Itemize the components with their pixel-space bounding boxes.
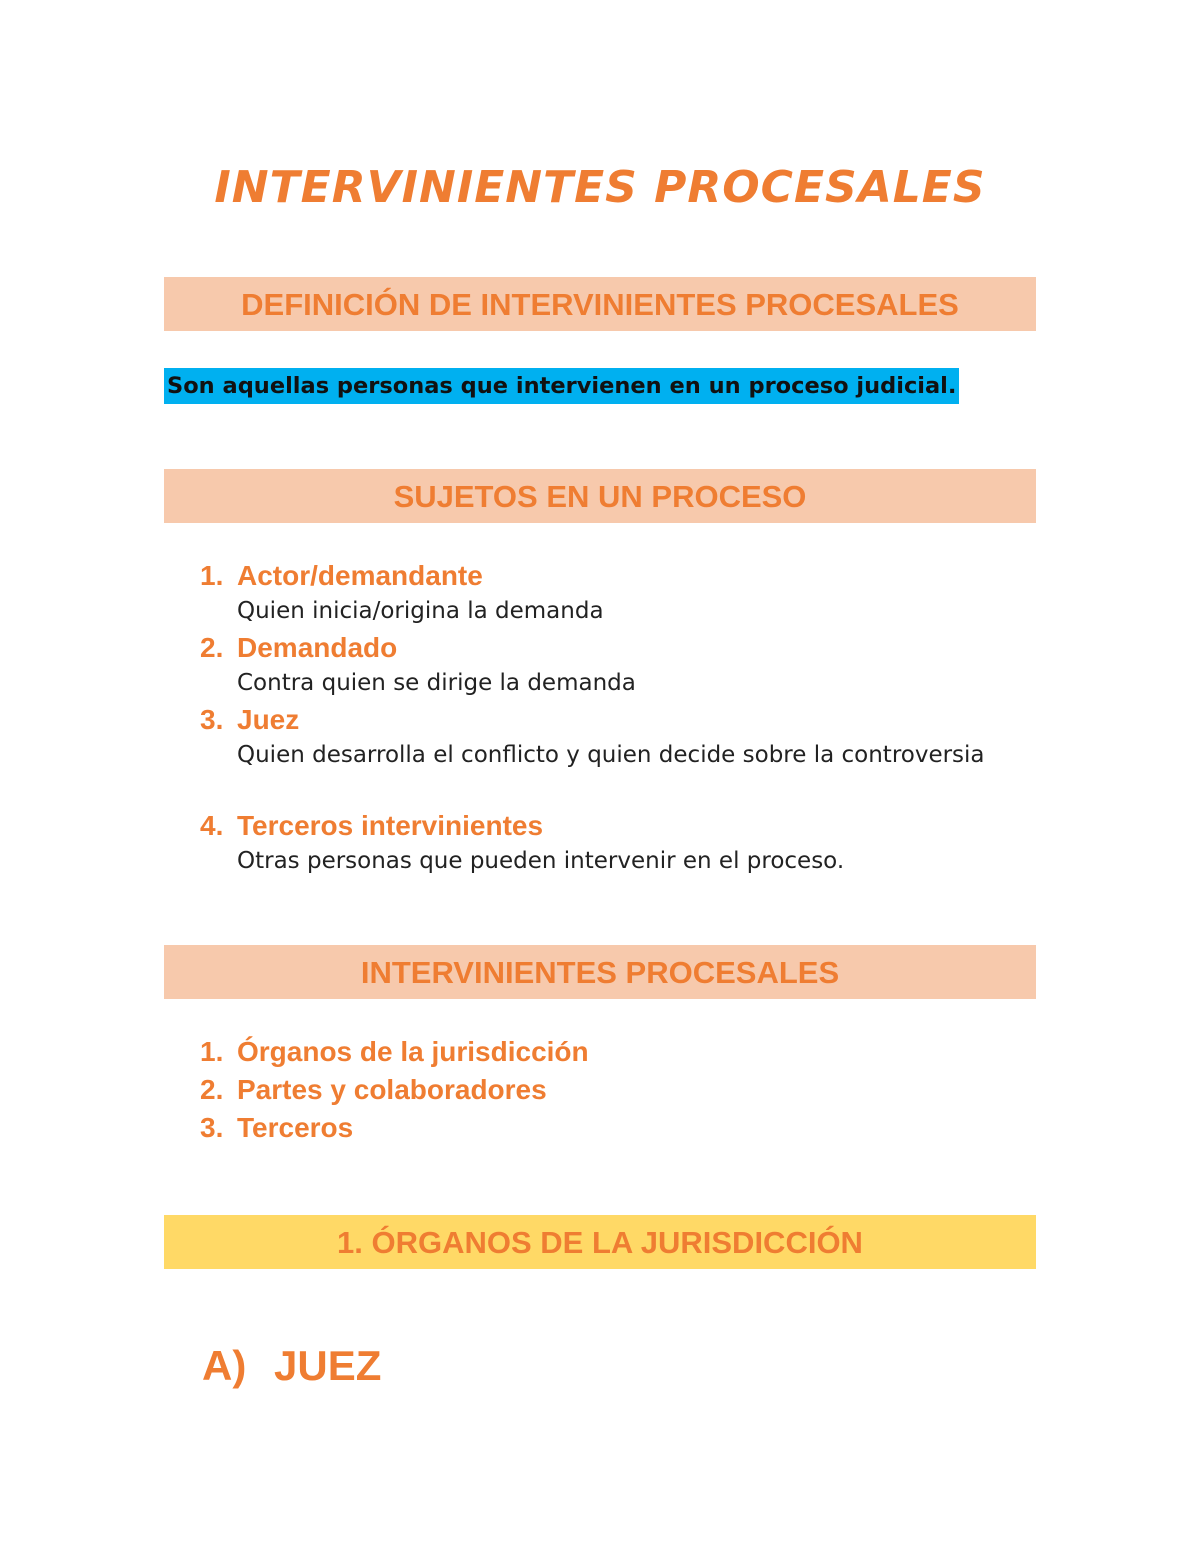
list-item-number: 2. — [200, 1074, 224, 1105]
section-heading-organos: 1. ÓRGANOS DE LA JURISDICCIÓN — [164, 1215, 1036, 1269]
section-heading-sujetos: SUJETOS EN UN PROCESO — [164, 469, 1036, 523]
list-item-label: Terceros intervinientes — [237, 810, 544, 841]
list-item-number: 3. — [200, 1112, 224, 1143]
list-item-description: Otras personas que pueden intervenir en el proceso. — [237, 848, 845, 874]
list-item-number: 1. — [200, 560, 224, 591]
list-item-label: Demandado — [237, 632, 398, 663]
list-item-number: 2. — [200, 632, 224, 663]
subsection-label: JUEZ — [274, 1342, 382, 1389]
definition-highlight: Son aquellas personas que intervienen en un proceso judicial. — [164, 368, 959, 404]
list-item-terceros — [200, 1110, 353, 1146]
list-item-organos — [200, 1034, 589, 1070]
list-item-label: Juez — [237, 704, 300, 735]
list-item-description: Contra quien se dirige la demanda — [237, 670, 636, 696]
list-item-label: Terceros — [237, 1112, 354, 1143]
list-item-label: Actor/demandante — [237, 560, 483, 591]
section-heading-definicion: DEFINICIÓN DE INTERVINIENTES PROCESALES — [164, 277, 1036, 331]
list-item-number: 4. — [200, 810, 224, 841]
list-item-terceros-intervinientes — [200, 808, 543, 844]
document-title: INTERVINIENTES PROCESALES — [214, 162, 986, 213]
list-item-partes — [200, 1072, 547, 1108]
list-item-description: Quien inicia/origina la demanda — [237, 598, 604, 624]
subsection-letter: A) — [202, 1342, 247, 1389]
list-item-description: Quien desarrolla el conflicto y quien decide sobre la controversia — [237, 742, 985, 768]
list-item-number: 3. — [200, 704, 224, 735]
list-item-number: 1. — [200, 1036, 224, 1067]
list-item-actor — [200, 558, 483, 594]
subsection-heading-juez — [202, 1338, 381, 1394]
section-heading-intervinientes: INTERVINIENTES PROCESALES — [164, 945, 1036, 999]
list-item-juez — [200, 702, 299, 738]
list-item-label: Órganos de la jurisdicción — [237, 1036, 589, 1067]
list-item-label: Partes y colaboradores — [237, 1074, 547, 1105]
list-item-demandado — [200, 630, 397, 666]
